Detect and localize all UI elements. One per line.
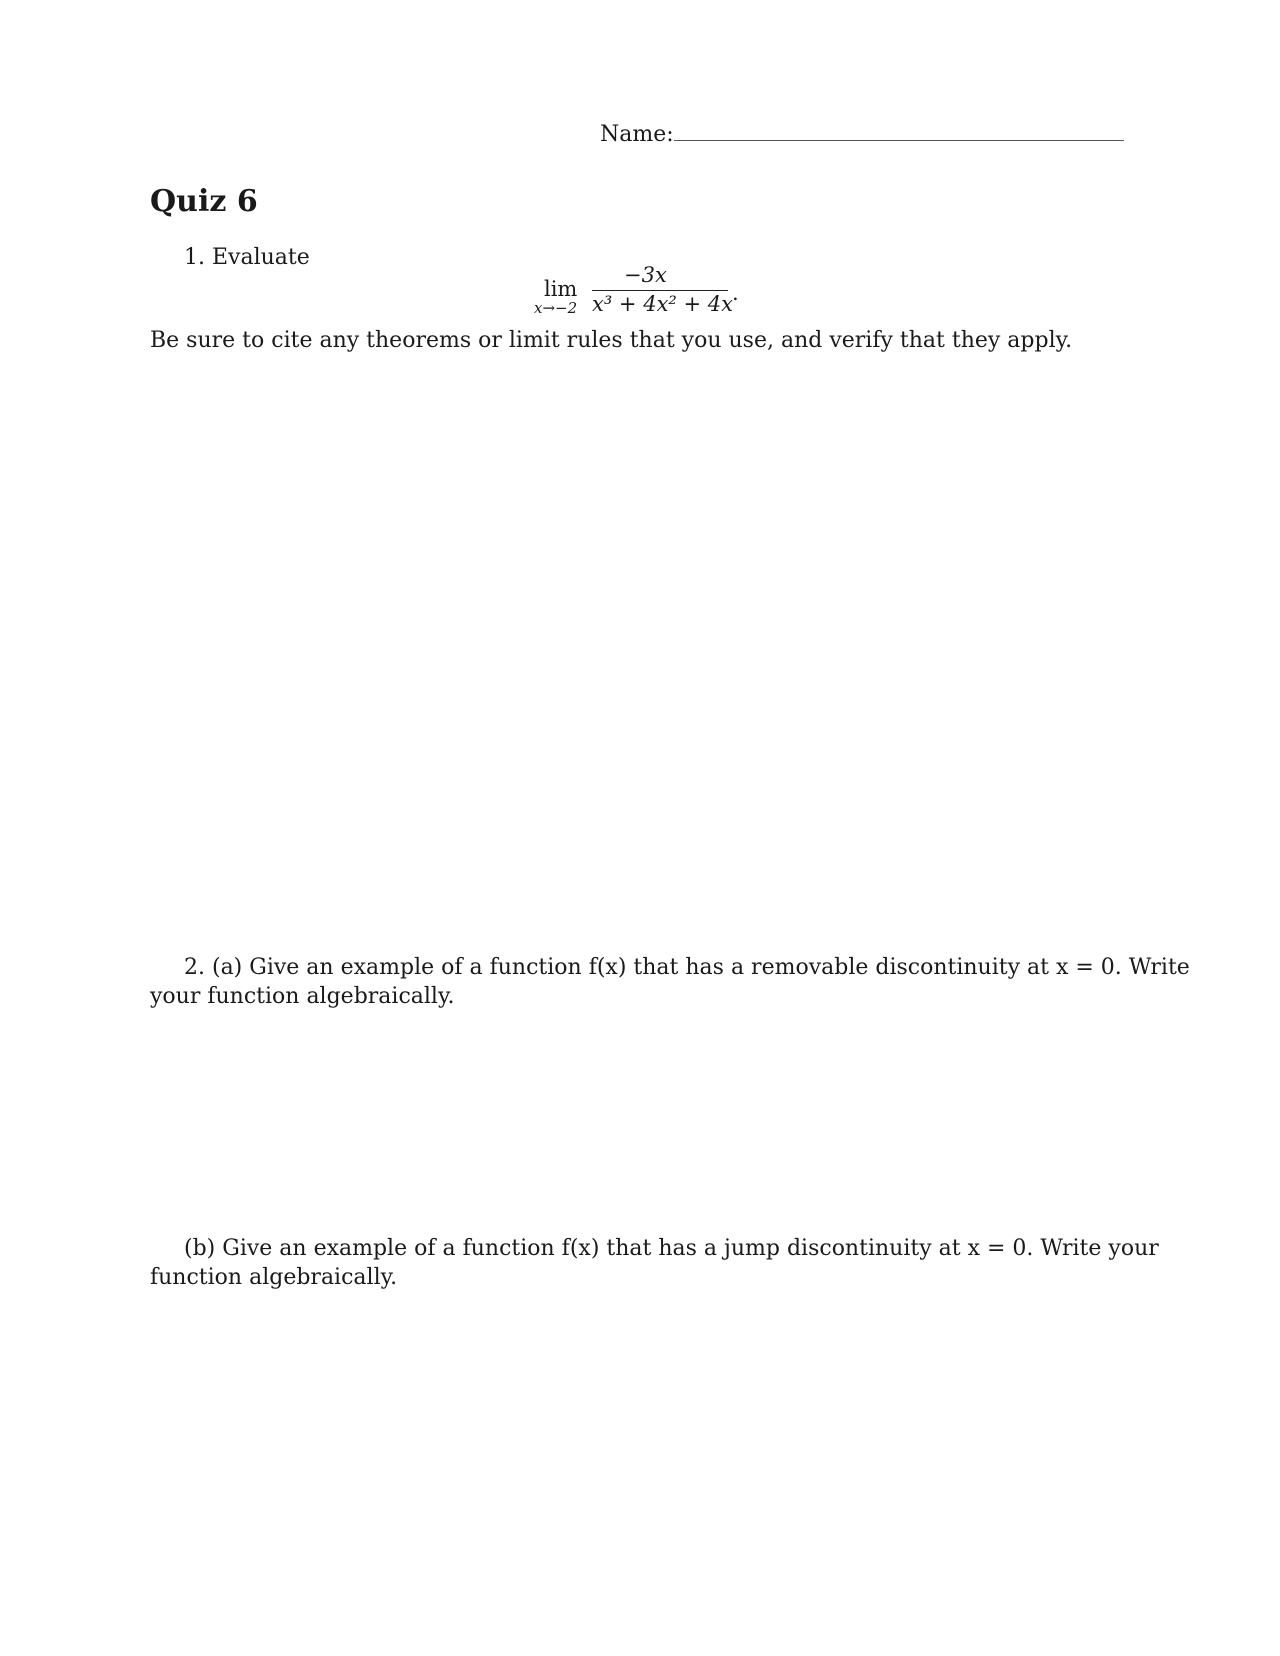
fraction-denominator: x³ + 4x² + 4x	[592, 292, 733, 316]
fraction-bar	[592, 290, 728, 291]
quiz-title: Quiz 6	[150, 184, 258, 219]
question-2a-line-1: 2. (a) Give an example of a function f(x) that has a removable discontinuity at x = 0. Write	[184, 955, 1190, 980]
limit-operator: lim	[544, 277, 578, 301]
name-blank-line	[674, 140, 1124, 141]
question-2b-line-2: function algebraically.	[150, 1265, 398, 1290]
name-label: Name:	[600, 122, 674, 147]
question-2a-line-2: your function algebraically.	[150, 984, 455, 1009]
name-field-row	[600, 118, 1124, 152]
limit-subscript: x→−2	[534, 299, 578, 317]
question-1-prompt: 1. Evaluate	[184, 245, 310, 270]
expression-period: .	[732, 281, 739, 305]
limit-expression	[534, 263, 754, 319]
question-1-instructions: Be sure to cite any theorems or limit rules that you use, and verify that they apply.	[150, 328, 1073, 353]
question-2b-line-1: (b) Give an example of a function f(x) that has a jump discontinuity at x = 0. Write your	[184, 1236, 1159, 1261]
fraction-numerator: −3x	[624, 263, 667, 287]
